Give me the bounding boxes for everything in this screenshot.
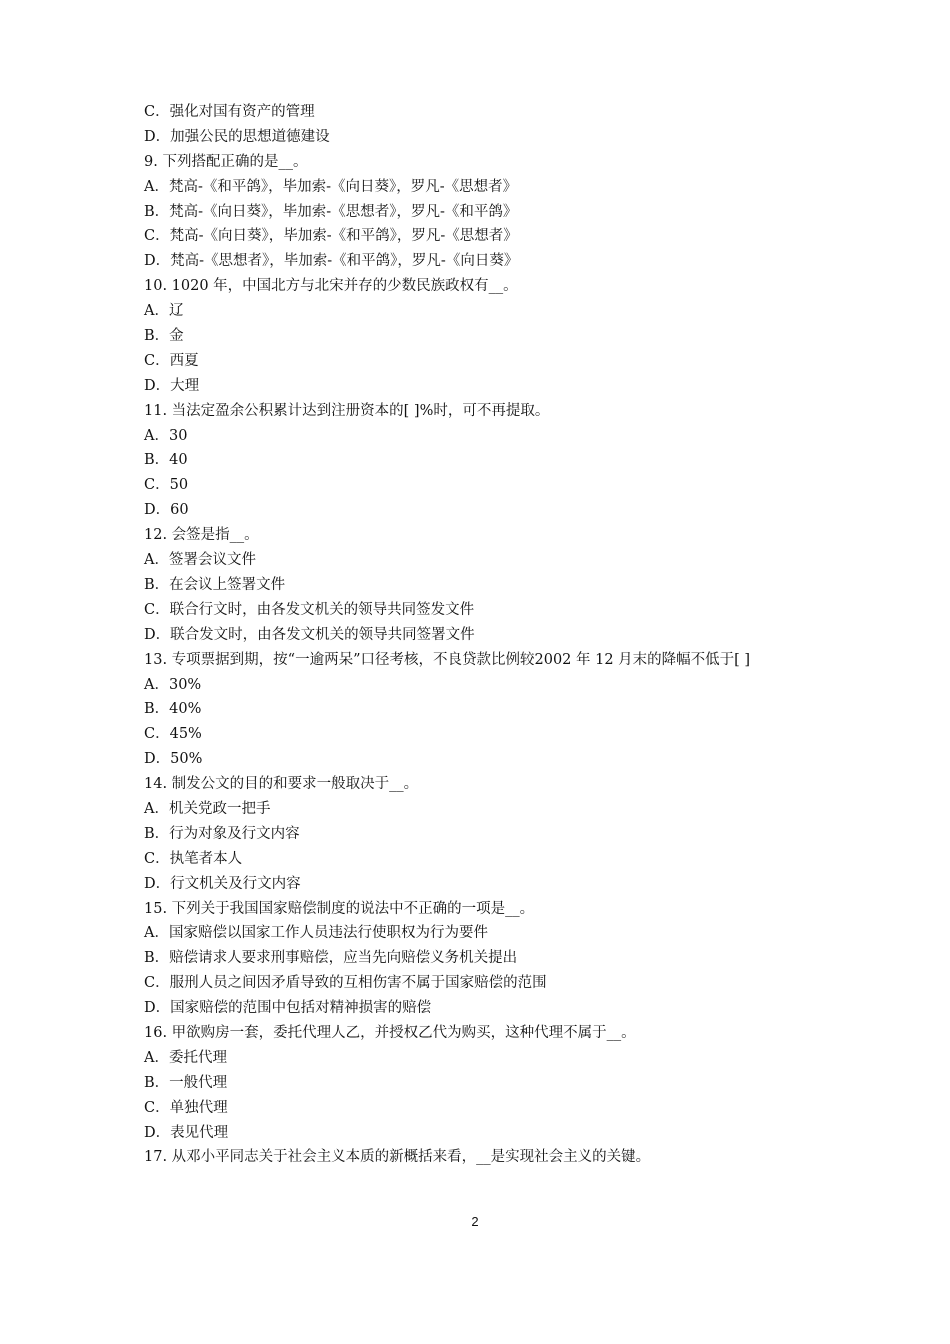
q13-option-d: D．50% (144, 751, 203, 768)
q13-option-a: A．30% (144, 676, 202, 693)
option-c-line: C．强化对国有资产的管理 (144, 104, 315, 120)
q9-option-c: C．梵高-《向日葵》，毕加索-《和平鸽》，罗凡-《思想者》 (144, 228, 518, 245)
q10-option-a: A．辽 (144, 303, 184, 320)
q10-option-b: B．金 (144, 328, 184, 345)
option-d-line: D．加强公民的思想道德建设 (144, 128, 330, 145)
page-number: 2 (471, 1214, 479, 1229)
q12-option-b: B．在会议上签署文件 (144, 576, 286, 593)
page-content (144, 100, 824, 1170)
question-14: 14. 制发公文的目的和要求一般取决于__。 (144, 776, 419, 793)
q9-option-b: B．梵高-《向日葵》，毕加索-《思想者》，罗凡-《和平鸽》 (144, 203, 518, 220)
q10-option-d: D．大理 (144, 377, 200, 394)
q14-option-d: D．行文机关及行文内容 (144, 875, 301, 892)
q9-option-d: D．梵高-《思想者》，毕加索-《和平鸽》，罗凡-《向日葵》 (144, 253, 519, 270)
q11-option-c: C．50 (144, 477, 189, 494)
question-10: 10. 1020 年，中国北方与北宋并存的少数民族政权有__。 (144, 278, 518, 295)
q16-option-a: A．委托代理 (144, 1049, 227, 1066)
q14-option-a: A．机关党政一把手 (144, 800, 271, 817)
question-16: 16. 甲欲购房一套，委托代理人乙，并授权乙代为购买，这种代理不属于__。 (144, 1024, 636, 1041)
q16-option-c: C．单独代理 (144, 1099, 228, 1116)
question-13: 13. 专项票据到期，按“一逾两呆”口径考核，不良贷款比例较2002 年 12 月末的降幅不低于[ ] (144, 651, 751, 668)
q14-option-c: C．执笔者本人 (144, 850, 243, 867)
q15-option-b: B．赔偿请求人要求刑事赔偿，应当先向赔偿义务机关提出 (144, 950, 518, 967)
q13-option-b: B．40% (144, 701, 202, 718)
q11-option-d: D．60 (144, 502, 189, 519)
q9-option-a: A．梵高-《和平鸽》，毕加索-《向日葵》，罗凡-《思想者》 (144, 178, 518, 195)
question-11: 11. 当法定盈余公积累计达到注册资本的[ ]%时，可不再提取。 (144, 402, 550, 419)
q10-option-c: C．西夏 (144, 352, 199, 369)
q15-option-c: C．服刑人员之间因矛盾导致的互相伤害不属于国家赔偿的范围 (144, 975, 547, 992)
question-17: 17. 从邓小平同志关于社会主义本质的新概括来看，__是实现社会主义的关键。 (144, 1149, 651, 1166)
q12-option-c: C．联合行文时，由各发文机关的领导共同签发文件 (144, 601, 475, 618)
q11-option-a: A．30 (144, 427, 188, 444)
q13-option-c: C．45% (144, 726, 202, 743)
q11-option-b: B．40 (144, 452, 188, 469)
question-9: 9. 下列搭配正确的是__。 (144, 153, 308, 170)
q12-option-a: A．签署会议文件 (144, 552, 256, 569)
q15-option-a: A．国家赔偿以国家工作人员违法行使职权为行为要件 (144, 925, 488, 942)
q14-option-b: B．行为对象及行文内容 (144, 825, 300, 842)
question-15: 15. 下列关于我国国家赔偿制度的说法中不正确的一项是__。 (144, 900, 535, 917)
q16-option-d: D．表见代理 (144, 1124, 229, 1141)
q16-option-b: B．一般代理 (144, 1074, 228, 1091)
q12-option-d: D．联合发文时，由各发文机关的领导共同签署文件 (144, 626, 475, 643)
question-12: 12. 会签是指__。 (144, 527, 259, 544)
q15-option-d: D．国家赔偿的范围中包括对精神损害的赔偿 (144, 1000, 432, 1017)
